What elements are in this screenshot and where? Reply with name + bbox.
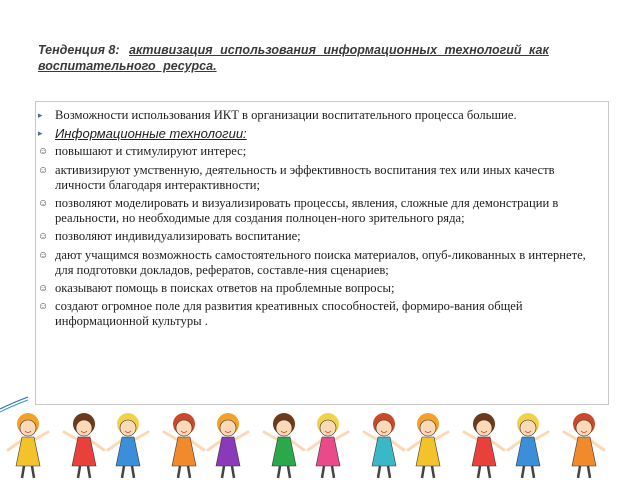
smiley-bullet-icon: ☺ xyxy=(38,198,49,210)
list-item xyxy=(38,229,600,244)
arrow-bullet-icon: ▸ xyxy=(38,110,43,120)
child-figure xyxy=(8,413,48,478)
child-figure xyxy=(564,413,604,478)
list-item xyxy=(38,144,600,159)
child-figure xyxy=(408,413,448,478)
list-item xyxy=(38,281,600,296)
content-box xyxy=(35,101,609,405)
list-item xyxy=(38,126,600,141)
list-item xyxy=(38,196,600,226)
list-item-text: дают учащимся возможность самостоятельного поиска материалов, опуб-ликованных в интернете, для подготовки докладов, рефератов, составле-ния сценариев; xyxy=(55,247,586,277)
bullet-list xyxy=(36,102,608,330)
list-item-text: оказывают помощь в поисках ответов на проблемные вопросы; xyxy=(55,281,395,296)
title-label: Тенденция 8: xyxy=(38,43,120,57)
list-item xyxy=(38,248,600,278)
list-item xyxy=(38,163,600,193)
smiley-bullet-icon: ☺ xyxy=(38,146,49,158)
smiley-bullet-icon: ☺ xyxy=(38,283,49,295)
list-item-text: активизируют умственную, деятельность и эффективность воспитания тех или иных качеств личности благодаря интерактивности; xyxy=(55,162,555,192)
child-figure xyxy=(308,413,348,478)
child-figure xyxy=(364,413,404,478)
child-figure xyxy=(108,413,148,478)
child-figure xyxy=(208,413,248,478)
list-item-text: Возможности использования ИКТ в организации воспитательного процесса большие. xyxy=(55,108,517,122)
list-item-text: повышают и стимулируют интерес; xyxy=(55,144,247,159)
children-illustration xyxy=(0,410,640,480)
list-item xyxy=(38,299,600,329)
child-figure xyxy=(264,413,304,478)
list-item xyxy=(38,108,600,123)
child-figure xyxy=(464,413,504,478)
smiley-bullet-icon: ☺ xyxy=(38,249,49,261)
child-figure xyxy=(64,413,104,478)
list-item-text: Информационные технологии: xyxy=(55,126,247,142)
list-item-text: позволяют моделировать и визуализировать процессы, явления, сложные для демонстрации в реальности, но необходимые для создания полноцен-ного зрительного ряда; xyxy=(55,196,559,226)
arrow-bullet-icon: ▸ xyxy=(38,128,43,139)
smiley-bullet-icon: ☺ xyxy=(38,164,49,176)
list-item-text: позволяют индивидуализировать воспитание; xyxy=(55,229,301,244)
list-item-text: создают огромное поле для развития креативных способностей, формиро-вания общей информационной культуры . xyxy=(55,299,523,329)
child-figure xyxy=(164,413,204,478)
smiley-bullet-icon: ☺ xyxy=(38,231,49,243)
smiley-bullet-icon: ☺ xyxy=(38,301,49,313)
child-figure xyxy=(508,413,548,478)
slide-title xyxy=(38,42,608,74)
title-highlight: активизация использования информационных технологий как воспитательного ресурса. xyxy=(38,43,549,73)
